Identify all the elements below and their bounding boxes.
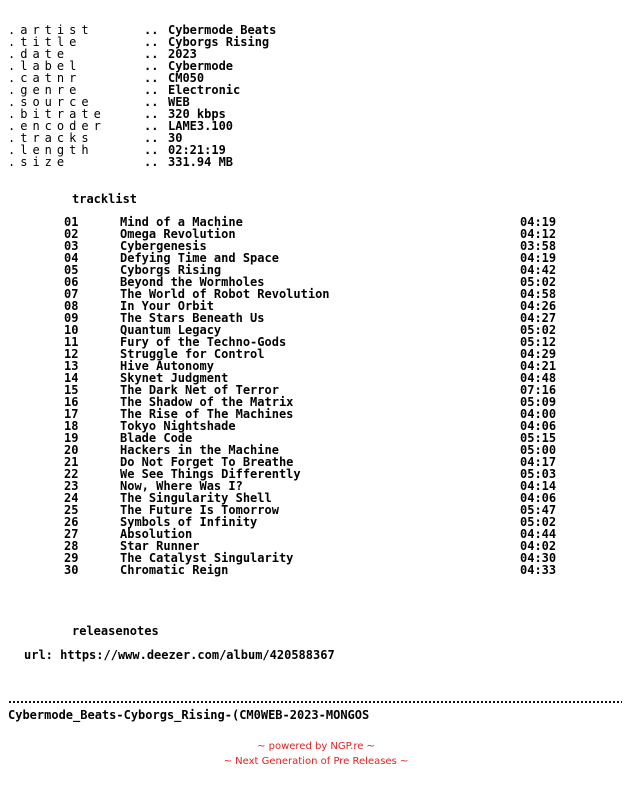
track-number: 16 [64, 395, 79, 409]
track-duration: 04:58 [520, 287, 557, 301]
track-title: Mind of a Machine [120, 215, 243, 229]
track-title: The Shadow of the Matrix [120, 395, 294, 409]
track-number: 10 [64, 323, 79, 337]
track-number: 05 [64, 263, 79, 277]
track-number: 30 [64, 563, 79, 577]
track-duration: 07:16 [520, 383, 557, 397]
meta-separator: .. [144, 59, 159, 73]
meta-key: .tracks [8, 131, 94, 145]
track-duration: 03:58 [520, 239, 557, 253]
track-title: The Rise of The Machines [120, 407, 294, 421]
track-duration: 04:30 [520, 551, 557, 565]
track-number: 11 [64, 335, 79, 349]
track-duration: 04:17 [520, 455, 557, 469]
release-url [24, 648, 335, 662]
track-title: The Future Is Tomorrow [120, 503, 279, 517]
track-duration: 05:12 [520, 335, 557, 349]
track-title: Symbols of Infinity [120, 515, 258, 529]
url-label: url: [24, 648, 53, 662]
meta-key: .size [8, 155, 70, 169]
meta-value: WEB [168, 95, 190, 109]
meta-key: .label [8, 59, 82, 73]
meta-separator: .. [144, 107, 159, 121]
track-title: Cyborgs Rising [120, 263, 222, 277]
track-number: 02 [64, 227, 79, 241]
meta-value: Cybermode Beats [168, 23, 277, 37]
track-duration: 04:00 [520, 407, 557, 421]
meta-separator: .. [144, 131, 159, 145]
track-title: Struggle for Control [120, 347, 265, 361]
track-title: Quantum Legacy [120, 323, 222, 337]
track-number: 12 [64, 347, 79, 361]
track-number: 09 [64, 311, 79, 325]
track-title: Tokyo Nightshade [120, 419, 236, 433]
meta-separator: .. [144, 83, 159, 97]
track-number: 15 [64, 383, 79, 397]
track-duration: 05:02 [520, 323, 557, 337]
meta-value: 320 kbps [168, 107, 226, 121]
track-number: 07 [64, 287, 79, 301]
meta-value: CM050 [168, 71, 205, 85]
track-number: 24 [64, 491, 79, 505]
track-title: Skynet Judgment [120, 371, 229, 385]
meta-value: 30 [168, 131, 183, 145]
meta-separator: .. [144, 35, 159, 49]
meta-key: .encoder [8, 119, 106, 133]
meta-separator: .. [144, 119, 159, 133]
track-title: Fury of the Techno-Gods [120, 335, 287, 349]
meta-value: Cybermode [168, 59, 234, 73]
track-number: 01 [64, 215, 79, 229]
track-duration: 04:29 [520, 347, 557, 361]
track-number: 23 [64, 479, 79, 493]
track-duration: 04:06 [520, 491, 557, 505]
track-number: 18 [64, 419, 79, 433]
powered-by-text: ~ powered by NGP.re ~ [257, 741, 375, 752]
track-title: Hackers in the Machine [120, 443, 279, 457]
track-duration: 04:42 [520, 263, 557, 277]
track-number: 14 [64, 371, 79, 385]
track-number: 27 [64, 527, 79, 541]
track-duration: 04:27 [520, 311, 557, 325]
meta-separator: .. [144, 155, 159, 169]
track-title: The World of Robot Revolution [120, 287, 330, 301]
track-title: The Catalyst Singularity [120, 551, 294, 565]
track-title: We See Things Differently [120, 467, 301, 481]
track-title: Hive Autonomy [120, 359, 214, 373]
meta-value: 02:21:19 [168, 143, 226, 157]
meta-value: LAME3.100 [168, 119, 234, 133]
track-number: 22 [64, 467, 79, 481]
track-title: Defying Time and Space [120, 251, 279, 265]
meta-separator: .. [144, 143, 159, 157]
track-number: 20 [64, 443, 79, 457]
track-title: Omega Revolution [120, 227, 236, 241]
meta-separator: .. [144, 95, 159, 109]
tagline-text: ~ Next Generation of Pre Releases ~ [223, 756, 409, 767]
track-row [64, 564, 564, 576]
track-title: Beyond the Wormholes [120, 275, 265, 289]
track-number: 25 [64, 503, 79, 517]
track-number: 03 [64, 239, 79, 253]
meta-value: 331.94 MB [168, 155, 234, 169]
meta-key: .date [8, 47, 70, 61]
dotted-divider [8, 696, 622, 704]
meta-separator: .. [144, 71, 159, 85]
track-duration: 04:02 [520, 539, 557, 553]
meta-key: .artist [8, 23, 94, 37]
track-number: 19 [64, 431, 79, 445]
meta-key: .genre [8, 83, 82, 97]
track-duration: 04:33 [520, 563, 557, 577]
track-number: 28 [64, 539, 79, 553]
track-duration: 05:47 [520, 503, 557, 517]
track-duration: 04:19 [520, 251, 557, 265]
meta-value: Electronic [168, 83, 241, 97]
track-duration: 04:14 [520, 479, 557, 493]
track-duration: 04:21 [520, 359, 557, 373]
track-duration: 04:12 [520, 227, 557, 241]
track-number: 08 [64, 299, 79, 313]
track-number: 04 [64, 251, 79, 265]
tracklist-heading: tracklist [72, 192, 138, 206]
track-title: Cybergenesis [120, 239, 207, 253]
track-number: 13 [64, 359, 79, 373]
track-number: 26 [64, 515, 79, 529]
track-duration: 04:19 [520, 215, 557, 229]
track-title: Do Not Forget To Breathe [120, 455, 294, 469]
meta-key: .catnr [8, 71, 82, 85]
meta-key: .source [8, 95, 94, 109]
meta-separator: .. [144, 23, 159, 37]
track-duration: 05:09 [520, 395, 557, 409]
track-number: 21 [64, 455, 79, 469]
track-number: 17 [64, 407, 79, 421]
track-number: 06 [64, 275, 79, 289]
meta-key: .title [8, 35, 82, 49]
meta-value: 2023 [168, 47, 197, 61]
track-duration: 05:03 [520, 467, 557, 481]
meta-key: .length [8, 143, 94, 157]
track-duration: 05:00 [520, 443, 557, 457]
release-name: Cybermode_Beats-Cyborgs_Rising-(CM0WEB-2023-MONGOS [8, 708, 370, 722]
track-duration: 04:26 [520, 299, 557, 313]
tracklist [64, 216, 564, 576]
releasenotes-heading: releasenotes [72, 624, 159, 638]
meta-value: Cyborgs Rising [168, 35, 270, 49]
meta-separator: .. [144, 47, 159, 61]
track-title: Chromatic Reign [120, 563, 229, 577]
track-number: 29 [64, 551, 79, 565]
track-title: Star Runner [120, 539, 200, 553]
track-title: Now, Where Was I? [120, 479, 243, 493]
track-duration: 04:48 [520, 371, 557, 385]
track-duration: 04:06 [520, 419, 557, 433]
track-title: The Stars Beneath Us [120, 311, 265, 325]
track-duration: 04:44 [520, 527, 557, 541]
url-link[interactable]: https://www.deezer.com/album/420588367 [60, 648, 335, 662]
track-title: The Dark Net of Terror [120, 383, 279, 397]
meta-key: .bitrate [8, 107, 106, 121]
track-duration: 05:15 [520, 431, 557, 445]
track-title: Absolution [120, 527, 193, 541]
track-title: Blade Code [120, 431, 193, 445]
track-duration: 05:02 [520, 275, 557, 289]
track-title: In Your Orbit [120, 299, 214, 313]
track-duration: 05:02 [520, 515, 557, 529]
track-title: The Singularity Shell [120, 491, 272, 505]
